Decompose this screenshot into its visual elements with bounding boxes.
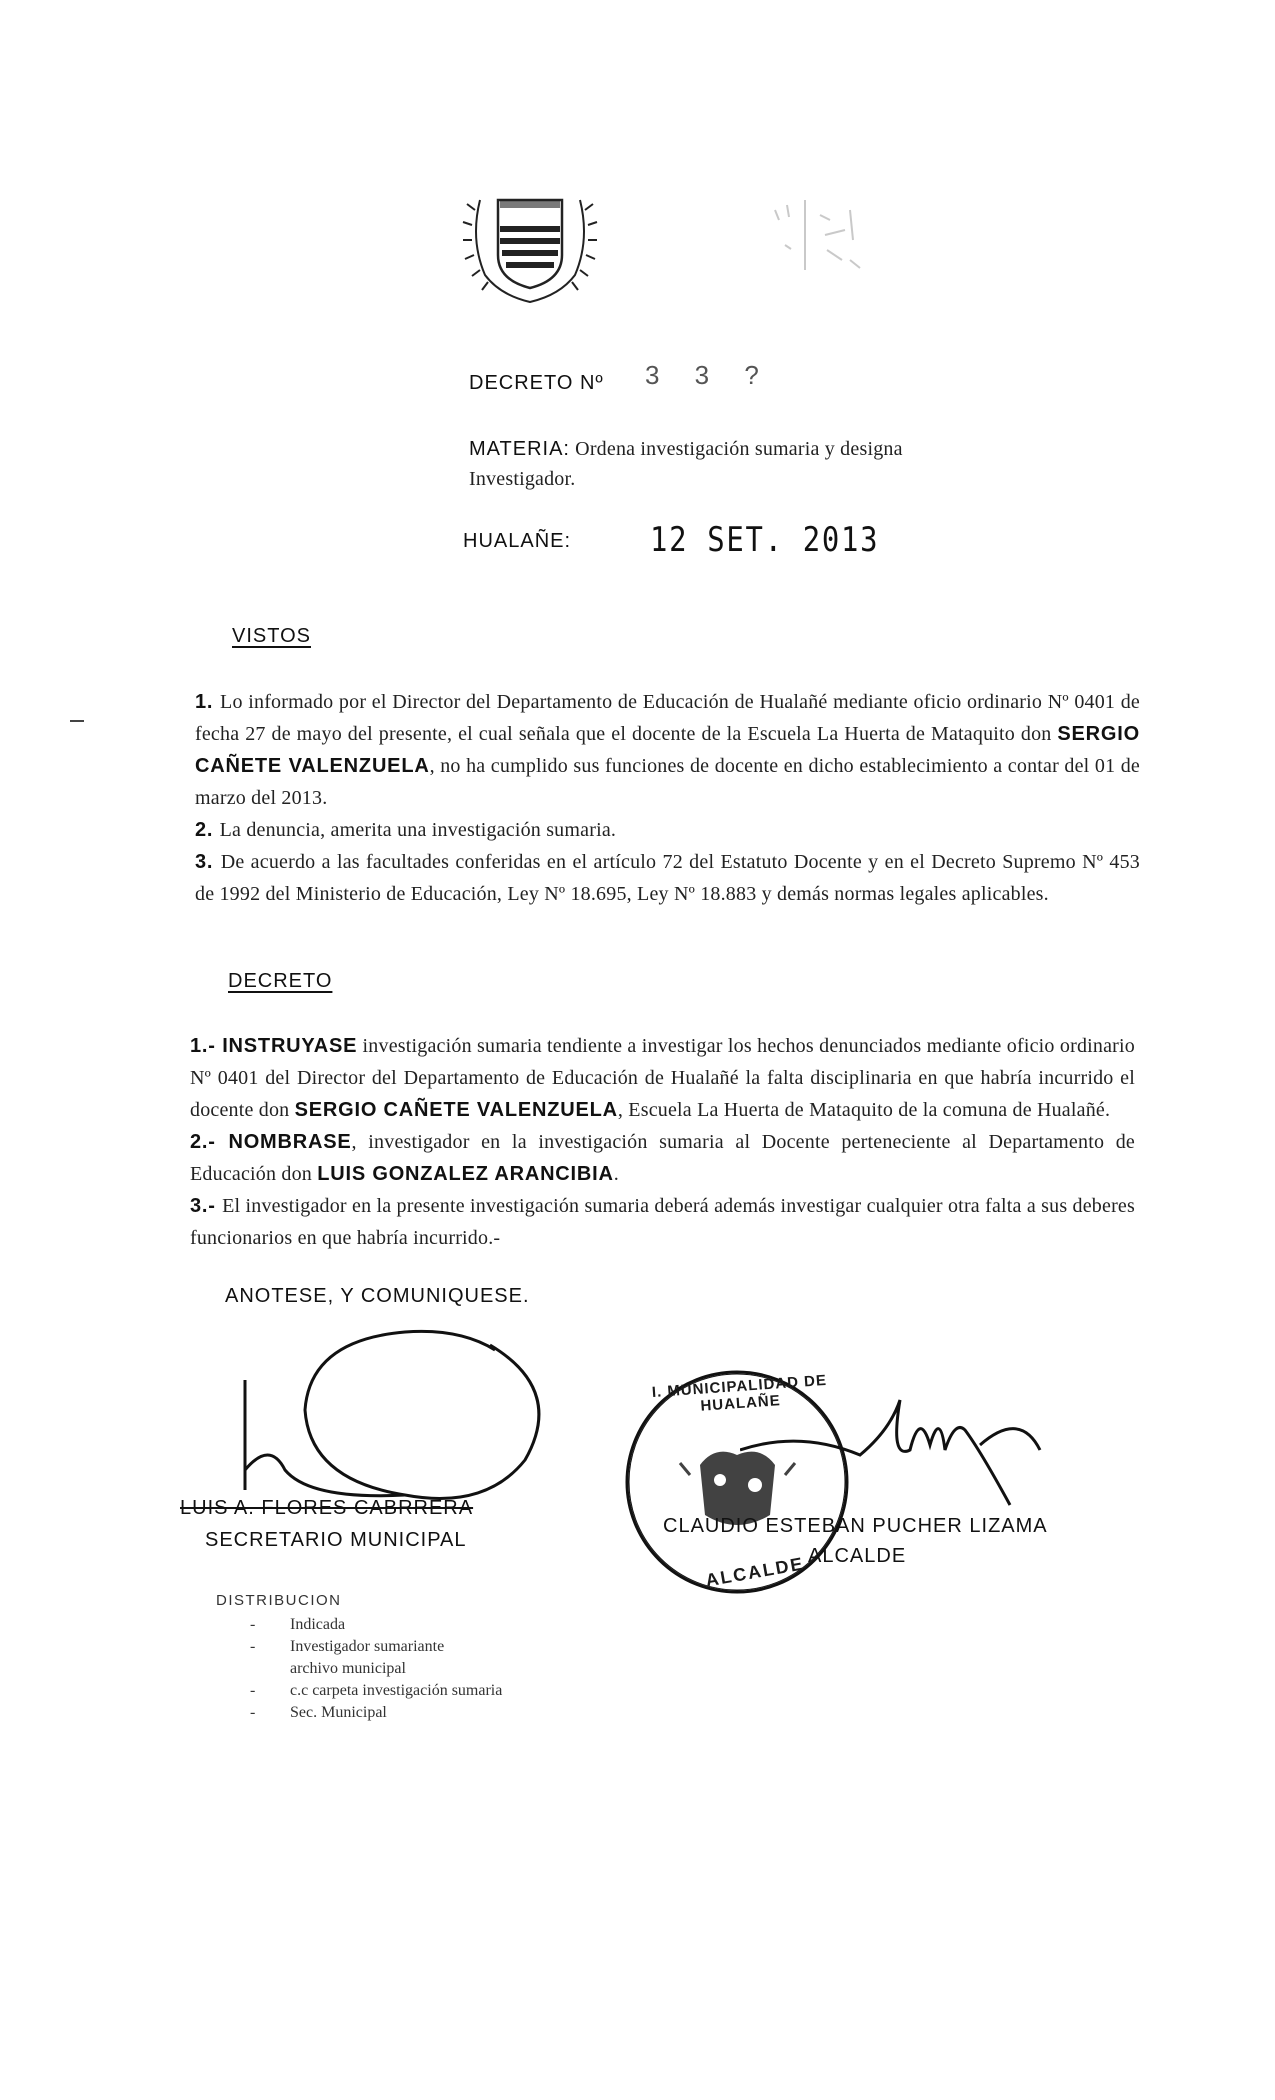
place-label: HUALAÑE: bbox=[463, 530, 572, 552]
bold-name-text: INSTRUYASE bbox=[222, 1035, 358, 1057]
subject-text-continued: Investigador. bbox=[469, 468, 576, 490]
decreto-item bbox=[190, 1126, 1135, 1190]
distribution-bullet: - bbox=[250, 1616, 256, 1633]
decreto-item bbox=[190, 1190, 1135, 1254]
date-stamp: 12 SET. 2013 bbox=[650, 520, 880, 560]
distribution-item bbox=[250, 1658, 670, 1680]
vistos-item bbox=[195, 846, 1140, 910]
item-text: , no ha cumplido sus funciones de docente en dicho establecimiento a contar del 01 de marzo del 2013. bbox=[195, 755, 1140, 809]
distribution-text: c.c carpeta investigación sumaria bbox=[290, 1682, 503, 1699]
vistos-heading: VISTOS bbox=[232, 625, 311, 647]
item-text: De acuerdo a las facultades conferidas en el artículo 72 del Estatuto Docente y en el Decreto Supremo Nº 453 de 1992 del Ministerio de Educación, Ley Nº 18.695, Ley Nº 18.883 y demás normas legales aplicables. bbox=[195, 851, 1140, 905]
distribution-text: Investigador sumariante bbox=[290, 1638, 445, 1655]
subject-text: Ordena investigación sumaria y designa bbox=[575, 438, 903, 460]
faint-stamp-mark bbox=[765, 190, 875, 290]
decree-number-value: 3 3 ? bbox=[645, 360, 773, 390]
vistos-item-number: 3. bbox=[195, 851, 221, 873]
distribution-item bbox=[250, 1636, 670, 1658]
distribution-text: Indicada bbox=[290, 1616, 346, 1633]
bold-name-text: LUIS GONZALEZ ARANCIBIA bbox=[317, 1163, 614, 1185]
closing-text: ANOTESE, Y COMUNIQUESE. bbox=[225, 1285, 530, 1307]
bold-name-text: NOMBRASE bbox=[228, 1131, 352, 1153]
distribution-bullet: - bbox=[250, 1704, 256, 1721]
distribution-text: archivo municipal bbox=[290, 1660, 406, 1677]
distribution-list bbox=[250, 1614, 670, 1724]
distribution-item bbox=[250, 1614, 670, 1636]
distribution-text: Sec. Municipal bbox=[290, 1704, 387, 1721]
decreto-item bbox=[190, 1030, 1135, 1126]
item-text: , Escuela La Huerta de Mataquito de la comuna de Hualañé. bbox=[617, 1099, 1111, 1121]
secretary-signature bbox=[215, 1320, 585, 1520]
margin-mark bbox=[70, 720, 84, 722]
decreto-list bbox=[190, 1030, 1135, 1254]
subject-label: MATERIA: bbox=[469, 438, 570, 460]
decree-number-label: DECRETO Nº bbox=[469, 372, 604, 394]
seal-top-text: I. MUNICIPALIDAD DE HUALAÑE bbox=[651, 1371, 828, 1415]
vistos-item bbox=[195, 686, 1140, 814]
decreto-item-number: 2.- bbox=[190, 1131, 229, 1153]
municipal-coat-of-arms bbox=[460, 170, 600, 310]
item-text: investigación sumaria tendiente a investigar los hechos denunciados mediante oficio ordinario Nº 0401 del Director del Departamento de Educación de Hualañé la falta disciplinaria en que habría incurrido el docente don bbox=[190, 1035, 1136, 1121]
vistos-item bbox=[195, 814, 1140, 846]
item-text: La denuncia, amerita una investigación sumaria. bbox=[219, 819, 617, 841]
mayor-name: CLAUDIO ESTEBAN PUCHER LIZAMA bbox=[663, 1515, 1048, 1537]
item-text: El investigador en la presente investigación sumaria deberá además investigar cualquier otra falta a sus deberes funcionarios en que habría incurrido.- bbox=[190, 1195, 1135, 1249]
subject-line bbox=[469, 433, 903, 465]
bold-name-text: SERGIO CAÑETE VALENZUELA bbox=[294, 1099, 618, 1121]
distribution-bullet: - bbox=[250, 1638, 256, 1655]
decreto-item-number: 3.- bbox=[190, 1195, 223, 1217]
distribution-heading: DISTRIBUCION bbox=[216, 1592, 342, 1609]
secretary-name: LUIS A. FLORES CABRRERA bbox=[180, 1497, 474, 1519]
vistos-list bbox=[195, 686, 1140, 910]
vistos-item-number: 2. bbox=[195, 819, 220, 841]
decreto-heading: DECRETO bbox=[228, 970, 333, 992]
distribution-item bbox=[250, 1680, 670, 1702]
secretary-title: SECRETARIO MUNICIPAL bbox=[205, 1529, 467, 1551]
vistos-item-number: 1. bbox=[195, 691, 221, 713]
distribution-bullet: - bbox=[250, 1682, 256, 1699]
item-text: , investigador en la investigación sumaria al Docente perteneciente al Departamento de Educación don bbox=[190, 1131, 1135, 1185]
bold-name-text: SERGIO CAÑETE VALENZUELA bbox=[195, 723, 1140, 777]
distribution-item bbox=[250, 1702, 670, 1724]
seal-bottom-text: ALCALDE bbox=[703, 1553, 806, 1591]
decreto-item-number: 1.- bbox=[190, 1035, 223, 1057]
mayor-title: ALCALDE bbox=[808, 1545, 907, 1567]
item-text: Lo informado por el Director del Departamento de Educación de Hualañé mediante oficio ordinario Nº 0401 de fecha 27 de mayo del presente, el cual señala que el docente de la Escuela La Huerta de Mataquito don bbox=[195, 691, 1140, 745]
item-text: . bbox=[613, 1163, 619, 1185]
